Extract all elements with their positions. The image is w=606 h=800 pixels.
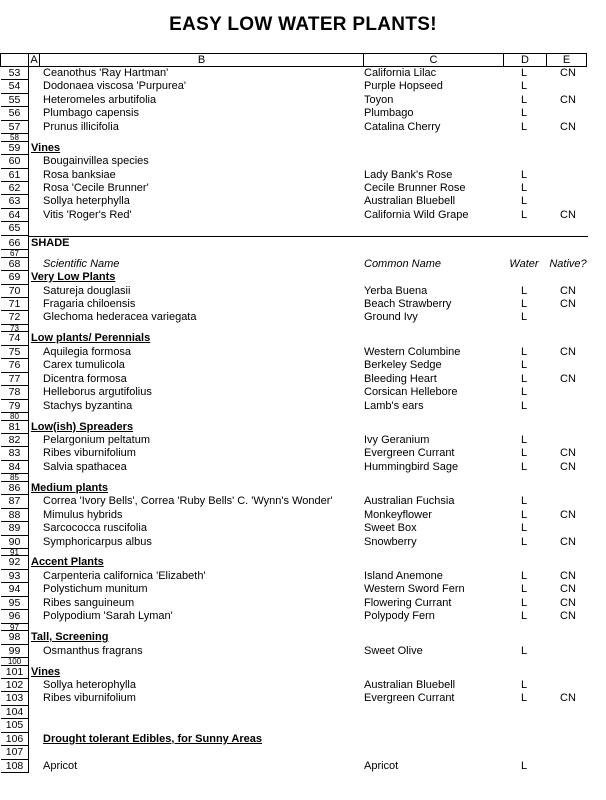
row-number[interactable]: 105 [1,719,29,732]
table-row [10,133,588,143]
water-cell: L [520,345,528,358]
scientific-name-cell: Rosa 'Cecile Brunner' [43,182,149,194]
common-name-cell: Sweet Box [364,522,417,535]
row-number[interactable]: 77 [1,373,29,386]
scientific-name-cell: Vitis 'Roger's Red' [43,208,132,221]
row-number[interactable]: 55 [1,94,29,107]
category-heading: Vines [31,141,61,154]
water-cell: L [520,120,528,133]
table-row [8,93,588,107]
scientific-name-cell: Fragaria chiloensis [43,298,136,310]
row-number[interactable]: 86 [1,482,29,495]
water-cell: L [520,447,528,460]
row-number[interactable]: 67 [1,250,29,258]
row-number[interactable]: 78 [1,386,29,399]
column-header-d[interactable]: D [503,53,547,67]
table-row [5,732,588,746]
native-cell: CN [560,372,576,385]
common-name-cell: Common Name [364,257,442,270]
table-row [8,433,588,447]
native-cell: CN [560,447,576,460]
table-row [8,372,588,386]
table-row [10,412,588,421]
scientific-name-cell: Salvia spathacea [43,460,127,473]
water-cell: L [520,644,528,657]
table-row [10,323,588,333]
row-number[interactable]: 87 [1,495,29,508]
row-number[interactable]: 108 [1,760,29,773]
scientific-name-cell: Scientific Name [43,257,120,270]
scientific-name-cell: Osmanthus fragrans [43,644,143,657]
water-cell: L [520,678,528,691]
table-row [8,535,588,549]
row-number[interactable]: 98 [1,631,29,644]
common-name-cell: Island Anemone [364,569,443,582]
water-cell: L [520,610,528,623]
table-row [10,473,588,483]
common-name-cell: Apricot [364,759,399,772]
table-row [8,359,588,372]
scientific-name-cell: Dicentra formosa [43,372,127,385]
scientific-name-cell: Sarcococca ruscifolia [43,522,147,535]
row-number[interactable]: 63 [1,195,29,208]
row-number[interactable]: 70 [1,285,29,298]
row-number[interactable]: 104 [1,706,29,719]
category-heading: Medium plants [31,481,109,494]
common-name-cell: Lady Bank's Rose [364,168,453,181]
row-number[interactable]: 56 [1,107,29,120]
row-number[interactable]: 83 [1,447,29,460]
table-row [8,222,588,235]
scientific-name-cell: Plumbago capensis [43,107,140,120]
scientific-name-cell: Heteromeles arbutifolia [43,93,157,106]
native-cell: CN [560,460,576,473]
scientific-name-cell: Rosa banksiae [43,168,116,181]
table-row [5,719,588,732]
common-name-cell: Flowering Currant [364,596,452,609]
row-number[interactable]: 102 [1,679,29,692]
water-cell: L [520,182,528,194]
table-row [8,257,588,271]
common-name-cell: Western Sword Fern [364,583,465,596]
table-row [8,284,588,298]
table-row [8,298,588,311]
common-name-cell: Cecile Brunner Rose [364,182,466,194]
common-name-cell: Western Columbine [364,345,461,358]
table-row [8,332,588,345]
row-number[interactable]: 74 [1,332,29,345]
row-number[interactable]: 79 [1,400,29,413]
table-row [8,271,588,284]
scientific-name-cell: Apricot [43,759,78,772]
row-number[interactable]: 68 [1,258,29,271]
table-row [8,195,588,208]
native-cell: CN [560,298,576,310]
water-cell: L [520,522,528,535]
table-row [8,495,588,508]
table-row [8,208,588,222]
common-name-cell: Australian Bluebell [364,678,456,691]
table-row [8,522,588,535]
table-row [8,236,588,250]
section-heading: SHADE [31,236,70,249]
water-cell: L [520,93,528,106]
native-cell: CN [560,596,576,609]
table-row [10,622,588,632]
table-row [7,657,588,666]
water-cell: L [520,460,528,473]
row-number[interactable]: 71 [1,298,29,311]
common-name-cell: Plumbago [364,107,414,120]
page-title: EASY LOW WATER PLANTS! [169,14,437,35]
scientific-name-cell: Polystichum munitum [43,583,148,596]
common-name-cell: Ground Ivy [364,311,418,324]
row-number[interactable]: 85 [1,474,29,482]
row-number[interactable]: 65 [1,222,29,235]
water-cell: L [520,692,528,705]
table-row [8,345,588,359]
water-cell: L [520,208,528,221]
scientific-name-cell: Correa 'Ivory Bells', Correa 'Ruby Bells' C. 'Wynn's Wonder' [43,495,333,508]
row-number[interactable]: 73 [1,325,29,333]
row-number[interactable]: 64 [1,209,29,222]
water-cell: Water [509,257,539,270]
row-number[interactable]: 57 [1,121,29,134]
common-name-cell: Polypody Fern [364,610,435,623]
common-name-cell: Ivy Geranium [364,433,430,446]
row-number[interactable]: 103 [1,692,29,705]
common-name-cell: Berkeley Sedge [364,359,442,372]
common-name-cell: Corsican Hellebore [364,386,458,399]
row-number[interactable]: 62 [1,182,29,195]
row-number[interactable]: 58 [1,134,29,142]
scientific-name-cell: Sollya heterophylla [43,678,136,691]
native-cell: CN [560,692,576,705]
scientific-name-cell: Mimulus hybrids [43,508,123,521]
row-number[interactable]: 81 [1,421,29,434]
row-number[interactable]: 88 [1,509,29,522]
scientific-name-cell: Symphoricarpus albus [43,535,152,548]
water-cell: L [520,168,528,181]
table-row [8,644,588,658]
common-name-cell: Purple Hopseed [364,80,443,93]
common-name-cell: Beach Strawberry [364,298,452,310]
common-name-cell: Australian Bluebell [364,195,456,208]
table-row [8,481,588,495]
common-name-cell: California Lilac [364,67,437,79]
scientific-name-cell: Ribes viburnifolium [43,447,136,460]
common-name-cell: Monkeyflower [364,508,432,521]
table-row [5,678,588,692]
scientific-name-cell: Ceanothus 'Ray Hartman' [43,67,169,79]
scientific-name-cell: Dodonaea viscosa 'Purpurea' [43,80,187,93]
category-heading: Low(ish) Spreaders [31,420,134,433]
common-name-cell: Evergreen Currant [364,692,455,705]
row-number[interactable]: 90 [1,536,29,549]
table-row [8,508,588,522]
row-number[interactable]: 91 [1,549,29,557]
row-number[interactable]: 101 [1,666,29,679]
scientific-name-cell: Carex tumulicola [43,359,125,372]
common-name-cell: California Wild Grape [364,208,469,221]
row-number[interactable]: 106 [1,733,29,746]
native-cell: CN [560,208,576,221]
water-cell: L [520,569,528,582]
common-name-cell: Sweet Olive [364,644,423,657]
table-row [8,182,588,195]
column-header-e[interactable]: E [546,53,587,67]
common-name-cell: Bleeding Heart [364,372,437,385]
table-row [8,67,588,80]
scientific-name-cell: Prunus illicifolia [43,120,119,133]
row-number[interactable]: 84 [1,461,29,474]
native-cell: CN [560,535,576,548]
scientific-name-cell: Ribes viburnifolium [43,692,136,705]
scientific-name-cell: Bougainvillea species [43,155,149,168]
table-row [8,447,588,460]
scientific-name-cell: Aquilegia formosa [43,345,132,358]
native-cell: CN [560,345,576,358]
column-header-row [0,53,587,67]
table-row [8,155,588,168]
table-row [5,692,588,705]
scientific-name-cell: Drought tolerant Edibles, for Sunny Areas [43,732,263,745]
table-row [10,547,588,557]
table-row [8,386,588,399]
category-heading: Accent Plants [31,556,104,569]
row-number[interactable]: 82 [1,434,29,447]
row-number[interactable]: 94 [1,583,29,596]
water-cell: L [520,372,528,385]
water-cell: L [520,759,528,772]
table-row [8,569,588,583]
native-cell: CN [560,569,576,582]
common-name-cell: Hummingbird Sage [364,460,459,473]
water-cell: L [520,359,528,372]
column-header-b[interactable]: B [39,53,364,67]
row-number[interactable]: 61 [1,169,29,182]
native-cell: CN [560,508,576,521]
common-name-cell: Lamb's ears [364,399,424,412]
table-row [8,596,588,610]
table-row [5,746,588,759]
row-number[interactable]: 96 [1,610,29,623]
water-cell: L [520,508,528,521]
row-number[interactable]: 60 [1,155,29,168]
table-row [8,120,588,134]
row-number[interactable]: 72 [1,311,29,324]
row-number[interactable]: 89 [1,522,29,535]
common-name-cell: Yerba Buena [364,284,428,297]
row-number[interactable]: 76 [1,359,29,372]
row-number[interactable]: 53 [1,67,29,80]
table-row [8,311,588,324]
table-row [10,249,588,259]
row-number[interactable]: 100 [1,658,29,666]
row-number[interactable]: 59 [1,142,29,155]
scientific-name-cell: Pelargonium peltatum [43,433,151,446]
common-name-cell: Catalina Cherry [364,120,441,133]
water-cell: L [520,284,528,297]
row-number[interactable]: 75 [1,346,29,359]
common-name-cell: Evergreen Currant [364,447,455,460]
category-heading: Low plants/ Perennials [31,332,151,345]
water-cell: L [520,298,528,310]
scientific-name-cell: Carpenteria californica 'Elizabeth' [43,569,206,582]
scientific-name-cell: Ribes sanguineum [43,596,135,609]
common-name-cell: Snowberry [364,535,417,548]
row-number[interactable]: 97 [1,624,29,632]
water-cell: L [520,386,528,399]
row-number[interactable]: 54 [1,80,29,93]
corner-cell [0,53,29,67]
native-cell: CN [560,120,576,133]
water-cell: L [520,535,528,548]
native-cell: CN [560,610,576,623]
column-header-c[interactable]: C [363,53,504,67]
water-cell: L [520,195,528,208]
category-heading: Tall, Screening [31,631,109,644]
water-cell: L [520,433,528,446]
table-row [8,556,588,569]
scientific-name-cell: Helleborus argutifolius [43,386,152,399]
category-heading: Vines [31,665,61,678]
table-row [8,583,588,596]
native-cell: CN [560,583,576,596]
table-row [8,631,588,644]
row-number[interactable]: 92 [1,556,29,569]
scientific-name-cell: Stachys byzantina [43,399,133,412]
table-row [8,107,588,120]
category-heading: Very Low Plants [31,271,116,284]
common-name-cell: Toyon [364,93,394,106]
row-number[interactable]: 95 [1,597,29,610]
water-cell: L [520,311,528,324]
water-cell: L [520,596,528,609]
row-number[interactable]: 107 [1,746,29,759]
spreadsheet-grid [5,67,588,773]
row-number[interactable]: 80 [1,413,29,421]
table-row [8,420,588,434]
row-number[interactable]: 69 [1,271,29,284]
table-row [5,705,588,719]
water-cell: L [520,80,528,93]
scientific-name-cell: Polypodium 'Sarah Lyman' [43,610,173,623]
table-row [8,80,588,93]
scientific-name-cell: Glechoma hederacea variegata [43,311,197,324]
table-row [8,610,588,623]
row-number[interactable]: 66 [1,237,29,250]
native-cell: CN [560,67,576,79]
water-cell: L [520,107,528,120]
table-row [5,665,588,679]
water-cell: L [520,399,528,412]
water-cell: L [520,495,528,508]
water-cell: L [520,583,528,596]
row-number[interactable]: 99 [1,645,29,658]
native-cell: CN [560,93,576,106]
row-number[interactable]: 93 [1,570,29,583]
common-name-cell: Australian Fuchsia [364,495,455,508]
water-cell: L [520,67,528,79]
native-cell: CN [560,284,576,297]
table-row [8,399,588,413]
table-row [5,759,588,773]
native-cell: Native? [549,257,587,270]
table-row [8,460,588,474]
scientific-name-cell: Sollya heterphylla [43,195,130,208]
table-row [8,141,588,155]
scientific-name-cell: Satureja douglasii [43,284,131,297]
column-header-a[interactable]: A [28,53,40,67]
table-row [8,168,588,182]
